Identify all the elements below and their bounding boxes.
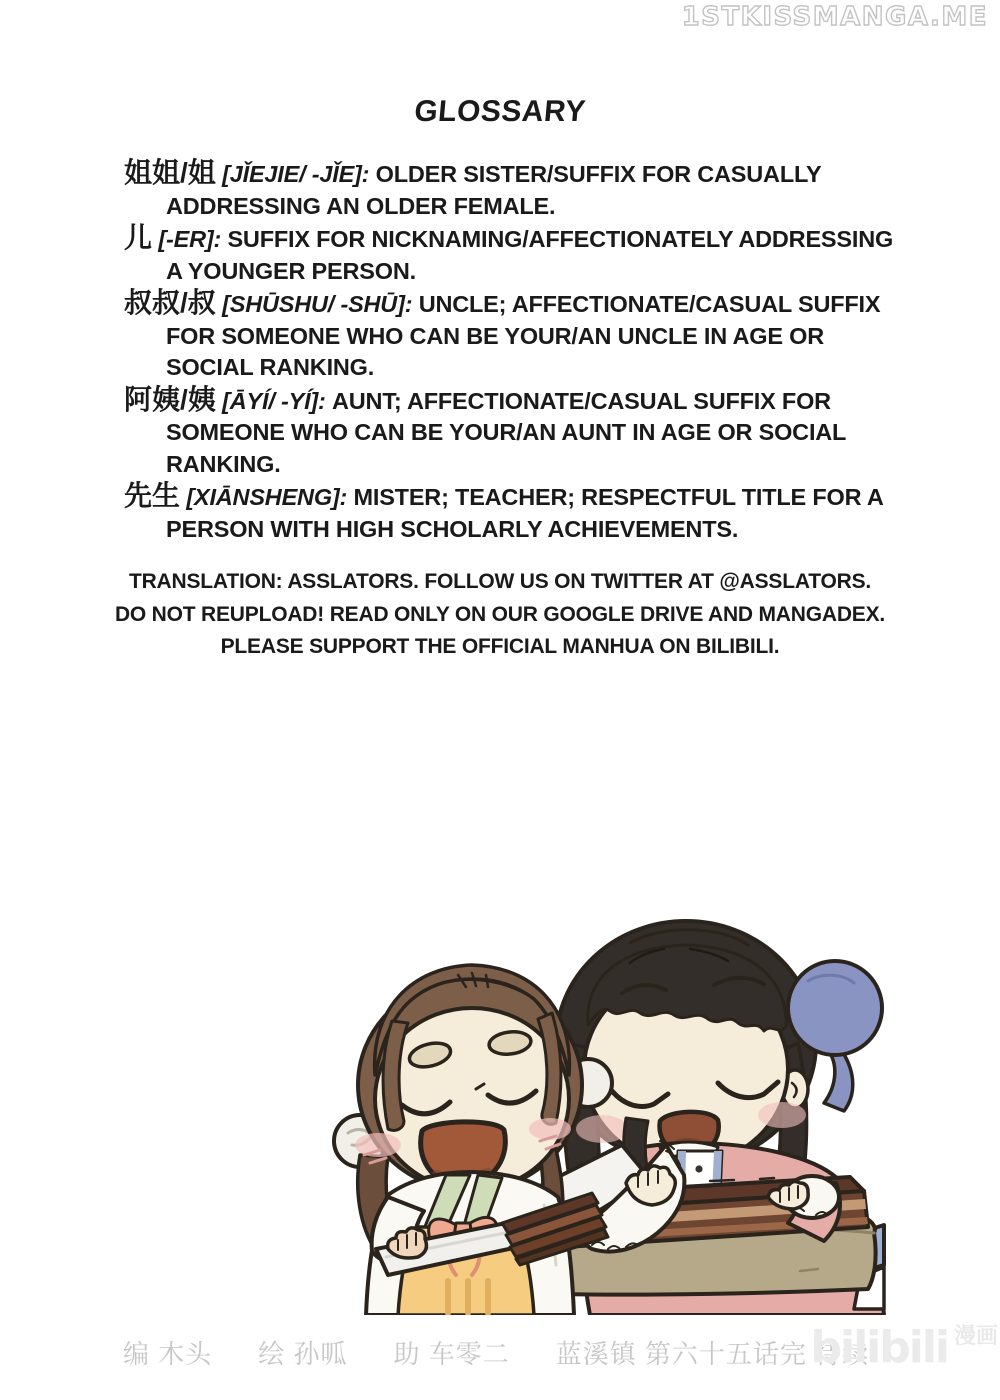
bilibili-logo: bilibili [810,1322,948,1373]
credit-line: PLEASE SUPPORT THE OFFICIAL MANHUA ON BILIBILI. [220,635,780,658]
footer-credit-segment: 蓝溪镇 第六十五话完 待续 [555,1339,870,1369]
term-cjk: 姐姐/姐 [124,157,216,188]
term-definition: MISTER; TEACHER; RESPECTFUL TITLE FOR A PERSON WITH HIGH SCHOLARLY ACHIEVEMENTS. [166,484,883,542]
term-definition: UNCLE; AFFECTIONATE/CASUAL SUFFIX FOR SOMEONE WHO CAN BE YOUR/AN UNCLE IN AGE OR SOCIAL RANKING. [166,291,881,380]
glossary-title: GLOSSARY [412,95,588,128]
footer-credit-segment: 助 车零二 [393,1339,510,1369]
credit-line: TRANSLATION: ASSLATORS. FOLLOW US ON TWITTER AT @ASSLATORS. [128,570,872,593]
glossary-entry [124,384,900,481]
term-cjk: 阿姨/姨 [124,383,216,415]
term-pinyin: [JǏEJIE/ -JǏE]: [222,161,370,187]
credit-line: DO NOT REUPLOAD! READ ONLY ON OUR GOOGLE DRIVE AND MANGADEX. [114,602,886,626]
footer-credit-segment: 编 木头 [123,1339,213,1369]
bilibili-manhua-label: 漫画 [953,1323,998,1348]
term-definition: OLDER SISTER/SUFFIX FOR CASUALLY ADDRESSING AN OLDER FEMALE. [166,161,822,219]
term-pinyin: [SHŪSHU/ -SHŪ]: [222,291,413,317]
term-pinyin: [ĀYÍ/ -YÍ]: [222,387,326,414]
glossary-entry [124,222,900,287]
term-cjk: 叔叔/叔 [124,287,216,318]
glossary-entry [124,480,900,545]
chibi-illustration [330,893,890,1315]
site-watermark: 1STKISSMANGA.ME [681,2,988,32]
term-definition: SUFFIX FOR NICKNAMING/AFFECTIONATELY ADDRESSING A YOUNGER PERSON. [166,226,894,284]
bilibili-watermark [811,1318,999,1378]
term-pinyin: [XIĀNSHENG]: [186,484,348,510]
footer-credit-segment: 绘 孙呱 [258,1339,348,1369]
term-definition: AUNT; AFFECTIONATE/CASUAL SUFFIX FOR SOMEONE WHO CAN BE YOUR/AN AUNT IN AGE OR SOCIAL RANKING. [166,387,846,477]
term-cjk: 先生 [124,480,181,511]
glossary-entry [124,157,900,222]
glossary-entry [124,287,900,384]
glossary-list [124,157,900,545]
term-pinyin: [-ER]: [158,226,222,252]
translator-credits [0,566,1000,664]
term-cjk: 儿 [124,222,153,253]
